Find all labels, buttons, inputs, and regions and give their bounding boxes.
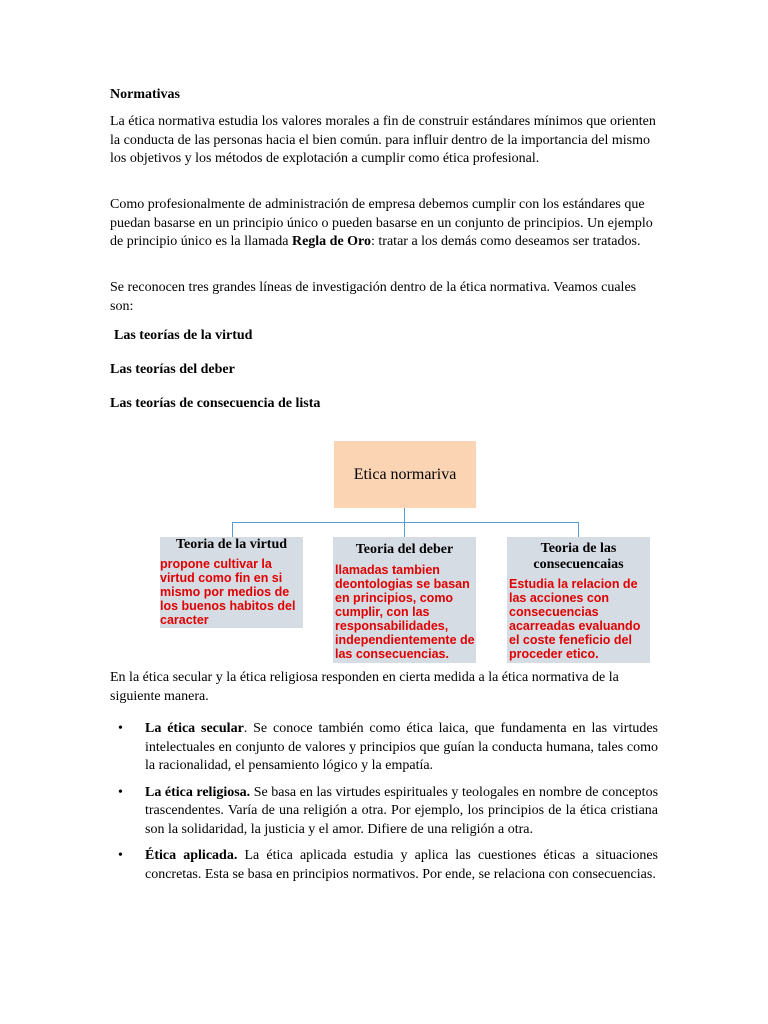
diagram-child-virtud bbox=[160, 537, 303, 628]
bullet-bold: Ética aplicada. bbox=[145, 848, 238, 863]
bullet-dot: • bbox=[118, 784, 123, 800]
connector-middle bbox=[404, 522, 405, 537]
paragraph-secular-religiosa: En la ética secular y la ética religiosa responden en cierta medida a la ética normativa de la siguiente manera. bbox=[110, 670, 619, 704]
paragraph-lines-intro: Se reconocen tres grandes líneas de investigación dentro de la ética normativa. Veamos cuales son: bbox=[110, 280, 637, 314]
bullet-bold: La ética religiosa. bbox=[145, 784, 251, 800]
child-body: llamadas tambien deontologias se basan en principios, como cumplir, con las responsabilidades, independientemente de las consecuencias. bbox=[335, 563, 475, 661]
connector-horizontal bbox=[232, 522, 579, 523]
child-title: Teoria del deber bbox=[355, 542, 454, 557]
bullet-text: Se basa en las virtudes espirituales y teologales en nombre de conceptos trascendentes. Varía de una religión a otra. Por ejemplo, los principios de la ética cristiana son la solidaridad, la justicia y el amor. Difiere de una religión a otra. bbox=[145, 784, 659, 837]
bullet-item-secular bbox=[110, 720, 658, 776]
line-virtud: Las teorías de la virtud bbox=[114, 328, 253, 343]
diagram-root-box: Etica normariva bbox=[334, 441, 476, 508]
child-body: propone cultivar la virtud como fin en si mismo por medios de los buenos habitos del caracter bbox=[160, 557, 296, 627]
child-title: Teoria de la virtud bbox=[175, 537, 288, 552]
bullet-dot: • bbox=[118, 721, 123, 736]
paragraph-definition: La ética normativa estudia los valores morales a fin de construir estándares mínimos que orienten la conducta de las personas hacia el bien común. para influir dentro de la importancia del mismo los objetivos y los métodos de explotación a cumplir como ética profesional. bbox=[110, 114, 656, 166]
diagram-child-consecuencias bbox=[507, 537, 650, 663]
bullet-text: La ética aplicada estudia y aplica las cuestiones éticas a situaciones concretas. Esta se basa en principios normativos. Por ende, se relaciona con consecuencias. bbox=[145, 848, 659, 882]
child-title: Teoria de las consecuencaias bbox=[533, 541, 624, 572]
child-body: Estudia la relacion de las acciones con consecuencias acarreadas evaluando el coste feneficio del proceder etico. bbox=[509, 577, 641, 661]
bullet-list bbox=[110, 720, 658, 892]
connector-root bbox=[404, 508, 405, 522]
section-heading: Normativas bbox=[110, 87, 180, 102]
diagram-child-deber bbox=[333, 537, 476, 663]
bullet-item-aplicada bbox=[110, 847, 658, 884]
connector-left bbox=[232, 522, 233, 537]
connector-right bbox=[578, 522, 579, 537]
line-consecuencia: Las teorías de consecuencia de lista bbox=[110, 396, 321, 411]
bullet-dot: • bbox=[118, 848, 123, 863]
bullet-item-religiosa bbox=[110, 784, 658, 840]
line-deber: Las teorías del deber bbox=[110, 362, 235, 377]
bullet-bold: La ética secular bbox=[145, 721, 244, 736]
regla-de-oro: Regla de Oro bbox=[291, 234, 372, 249]
p2-text-after: : tratar a los demás como deseamos ser tratados. bbox=[371, 234, 641, 249]
bullet-text: . Se conoce también como ética laica, que fundamenta en las virtudes intelectuales en conjunto de valores y principios que guían la conducta humana, tales como la racionalidad, el pensamiento lógico y la empatía. bbox=[145, 721, 658, 773]
p2-text-before: Como profesionalmente de administración de empresa debemos cumplir con los estándares que puedan basarse en un principio único o pueden basarse en un conjunto de principios. Un ejemplo de principio único es la llamada bbox=[110, 197, 653, 249]
